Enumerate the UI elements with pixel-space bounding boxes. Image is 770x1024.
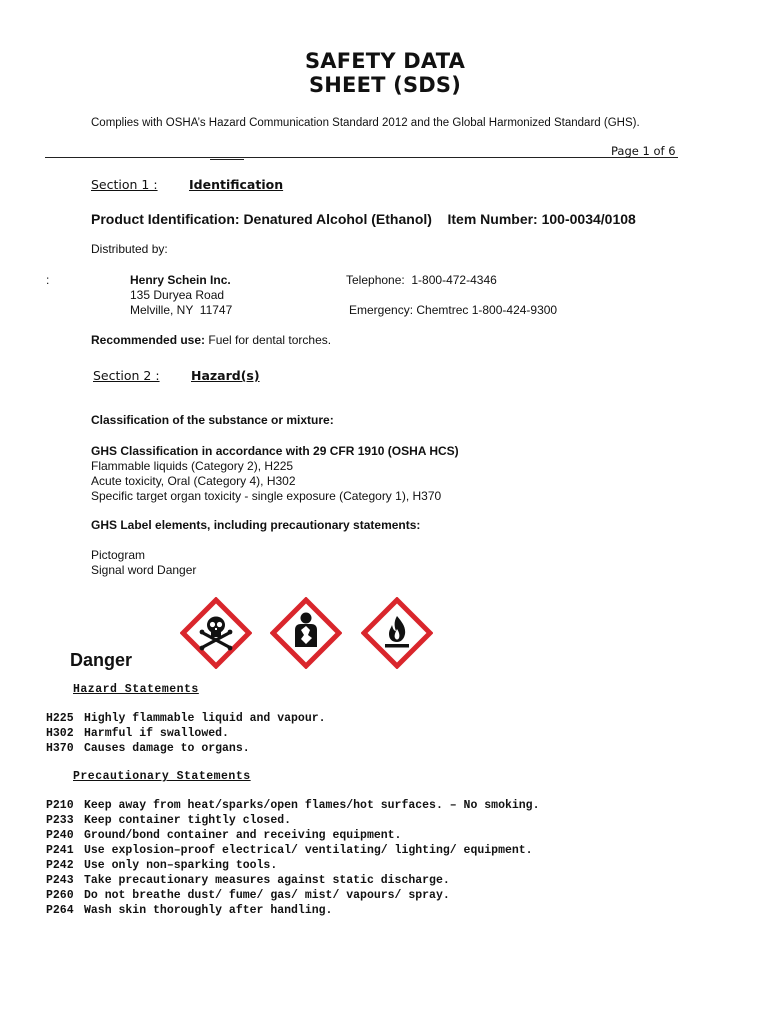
ghs-item: Acute toxicity, Oral (Category 4), H302 [91,474,296,488]
precautionary-statement: P233 Keep container tightly closed. [46,814,292,827]
product-identification: Product Identification: Denatured Alcohol (Ethanol) Item Number: 100-0034/0108 [91,211,636,227]
skull-crossbones-icon [180,597,252,669]
section-2-number: Section 2 : [93,368,160,383]
ghs-item: Specific target organ toxicity - single exposure (Category 1), H370 [91,489,442,503]
pictogram-label: Pictogram [91,548,146,562]
ghs-classification-heading: GHS Classification in accordance with 29 CFR 1910 (OSHA HCS) [91,444,459,458]
section-2-name: Hazard(s) [191,368,260,383]
precautionary-statement: P243 Take precautionary measures against static discharge. [46,874,450,887]
precautionary-statements-list [46,798,539,918]
distributed-by-label: Distributed by: [91,242,168,256]
hazard-statement: H225 Highly flammable liquid and vapour. [46,712,326,725]
precautionary-statement: P210 Keep away from heat/sparks/open flames/hot surfaces. – No smoking. [46,799,540,812]
recommended-use-value: Fuel for dental torches. [205,333,332,347]
hazard-statement: H302 Harmful if swallowed. [46,727,229,740]
recommended-use-label: Recommended use: [91,333,206,347]
precautionary-statements-heading: Precautionary Statements [73,770,251,783]
section-2-heading [93,368,260,383]
flame-icon [361,597,433,669]
header-divider [45,157,678,158]
precautionary-statement: P240 Ground/bond container and receiving equipment. [46,829,402,842]
precautionary-statement: P260 Do not breathe dust/ fume/ gas/ mist/ vapours/ spray. [46,889,450,902]
hazard-statement: H370 Causes damage to organs. [46,742,250,755]
hazard-statements-list [46,711,326,756]
precautionary-statement: P241 Use explosion–proof electrical/ ventilating/ lighting/ equipment. [46,844,533,857]
page-number: Page 1 of 6 [611,144,676,158]
precautionary-statement: P242 Use only non–sparking tools. [46,859,278,872]
precautionary-statement: P264 Wash skin thoroughly after handling. [46,904,333,917]
hazard-statements-heading: Hazard Statements [73,683,199,696]
emergency-number: Emergency: Chemtrec 1-800-424-9300 [349,303,558,317]
document-title-line1: SAFETY DATA [304,49,466,73]
colon-mark: : [46,273,50,287]
compliance-statement: Complies with OSHA’s Hazard Communication Standard 2012 and the Global Harmonized Standard (GHS). [91,117,640,129]
document-title-line2: SHEET (SDS) [308,73,462,97]
health-hazard-icon [270,597,342,669]
company-name: Henry Schein Inc. [130,273,231,287]
section-1-number: Section 1 : [91,177,158,192]
company-address-line2: Melville, NY 11747 [130,303,233,317]
section-1-name: Identification [189,177,284,192]
label-elements-heading: GHS Label elements, including precautionary statements: [91,518,421,532]
section-1-heading [91,177,283,192]
danger-signal-word: Danger [70,650,133,670]
ghs-item: Flammable liquids (Category 2), H225 [91,459,294,473]
header-divider-mark [210,159,244,160]
recommended-use [91,333,331,348]
signal-word: Signal word Danger [91,563,197,577]
classification-heading: Classification of the substance or mixture: [91,413,334,427]
telephone-number: Telephone: 1-800-472-4346 [346,273,497,287]
company-address-line1: 135 Duryea Road [130,288,225,302]
